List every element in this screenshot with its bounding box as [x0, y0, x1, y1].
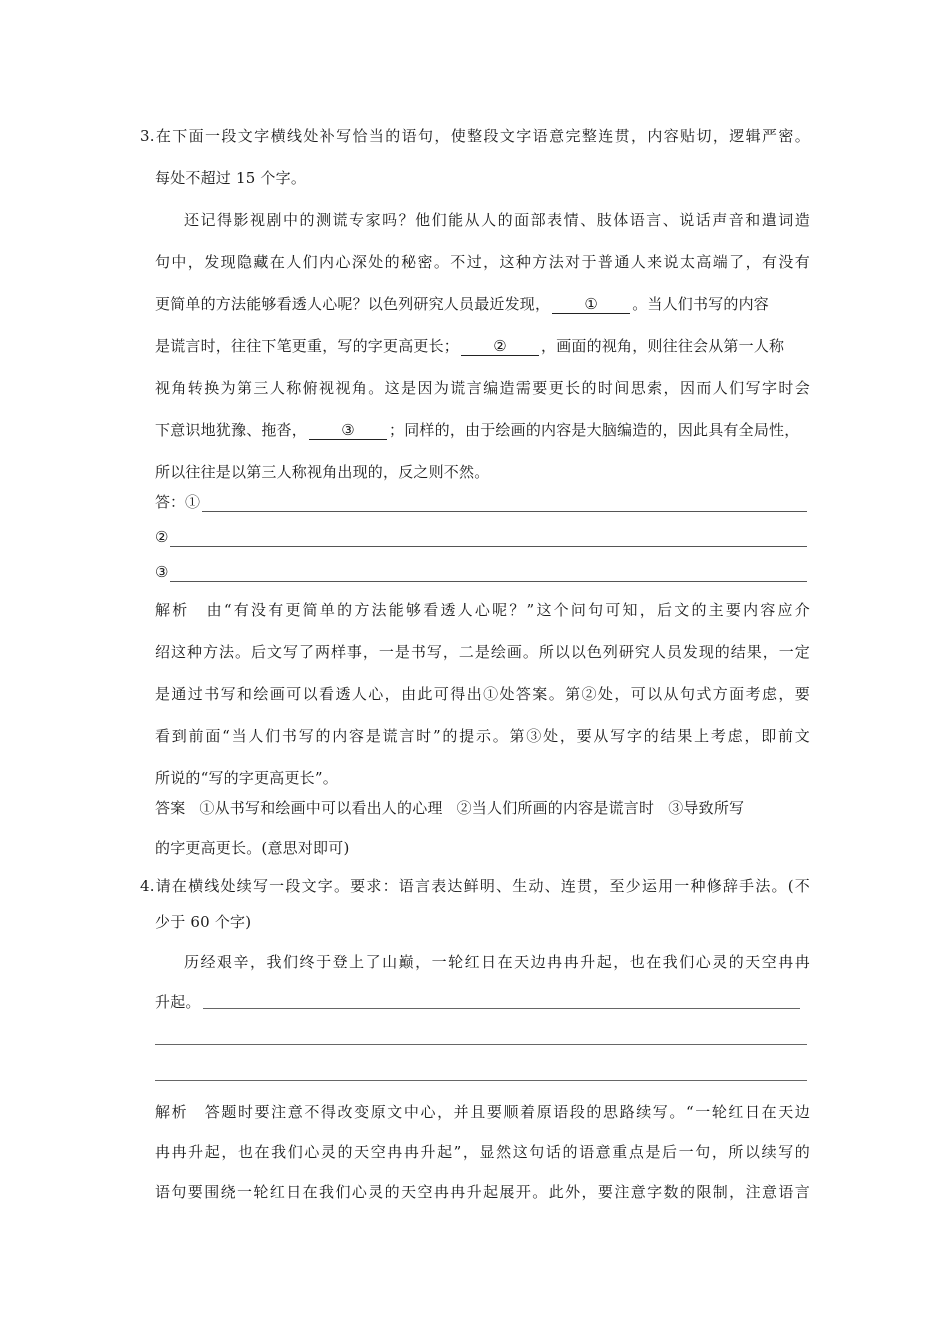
q4-analysis-line-1: 解析 答题时要注意不得改变原文中心，并且要顺着原语段的思路续写。“一轮红日在天边 — [155, 1103, 810, 1121]
q3-passage-line-7: 所以往往是以第三人称视角出现的，反之则不然。 — [155, 463, 490, 481]
q3-answer-line-1 — [155, 798, 810, 818]
q4-prompt-line-1: 4.请在横线处续写一段文字。要求：语言表达鲜明、生动、连贯，至少运用一种修辞手法。(不 — [140, 877, 810, 895]
answer-row-1 — [155, 492, 807, 512]
answer-line-3[interactable] — [170, 567, 807, 582]
answer-heading: 答案 — [155, 799, 186, 817]
q3-analysis-line-4: 看到前面“当人们书写的内容是谎言时”的提示。第③处，要从写字的结果上考虑，即前文 — [155, 727, 810, 745]
answer-item-3: ③导致所写 — [668, 799, 745, 817]
answer-item-1: ①从书写和绘画中可以看出人的心理 — [199, 799, 443, 817]
q3-analysis-line-2: 绍这种方法。后文写了两样事，一是书写，二是绘画。所以以色列研究人员发现的结果，一定 — [155, 643, 810, 661]
q3-passage-line-6 — [155, 420, 810, 440]
q3-passage-line-3 — [155, 294, 810, 314]
q3-passage-line-3-start: 更简单的方法能够看透人心呢？以色列研究人员最近发现， — [155, 295, 551, 313]
answer-row-3 — [155, 562, 807, 582]
q4-passage-line-1: 历经艰辛，我们终于登上了山巅，一轮红日在天边冉冉升起，也在我们心灵的天空冉冉 — [184, 953, 810, 971]
q3-passage-line-5: 视角转换为第三人称俯视视角。这是因为谎言编造需要更长的时间思索，因而人们写字时会 — [155, 379, 810, 397]
q4-prompt-line-2: 少于 60 个字) — [155, 913, 252, 931]
q3-passage-line-4-start: 是谎言时，往往下笔更重，写的字更高更长； — [155, 337, 460, 355]
q3-analysis-line-1: 解析 由“有没有更简单的方法能够看透人心呢？”这个问句可知，后文的主要内容应介 — [155, 601, 810, 619]
blank-3: ③ — [309, 421, 387, 440]
q3-analysis-line-3: 是通过书写和绘画可以看透人心，由此可得出①处答案。第②处，可以从句式方面考虑，要 — [155, 685, 810, 703]
q3-passage-line-6-start: 下意识地犹豫、拖沓， — [155, 421, 308, 439]
answer-line-2[interactable] — [170, 532, 807, 547]
blank-1: ① — [552, 295, 630, 314]
q3-prompt-line-1: 3.在下面一段文字横线处补写恰当的语句，使整段文字语意完整连贯，内容贴切，逻辑严密。 — [140, 127, 810, 145]
q3-passage-line-2: 句中，发现隐藏在人们内心深处的秘密。不过，这种方法对于普通人来说太高端了，有没有 — [155, 253, 810, 271]
answer-label-3: ③ — [155, 563, 169, 581]
continuation-line-1[interactable] — [203, 1008, 800, 1009]
q4-analysis-line-2: 冉冉升起，也在我们心灵的天空冉冉升起”，显然这句话的语意重点是后一句，所以续写的 — [155, 1143, 810, 1161]
answer-row-2 — [155, 527, 807, 547]
q3-passage-line-6-end: ；同样的，由于绘画的内容是大脑编造的，因此具有全局性， — [389, 421, 800, 439]
answer-line-1[interactable] — [202, 497, 807, 512]
answer-label-1: 答：① — [155, 493, 201, 511]
q4-analysis-line-3: 语句要围绕一轮红日在我们心灵的天空冉冉升起展开。此外，要注意字数的限制，注意语言 — [155, 1183, 810, 1201]
q3-passage-line-3-end: 。当人们书写的内容 — [632, 295, 770, 313]
q3-passage-line-4 — [155, 336, 810, 356]
answer-label-2: ② — [155, 528, 169, 546]
continuation-line-2[interactable] — [155, 1044, 807, 1045]
q3-passage-line-1: 还记得影视剧中的测谎专家吗？他们能从人的面部表情、肢体语言、说话声音和遣词造 — [184, 211, 810, 229]
continuation-line-3[interactable] — [155, 1080, 807, 1081]
q4-passage-line-2: 升起。 — [155, 993, 201, 1011]
blank-2: ② — [461, 337, 539, 356]
answer-item-2: ②当人们所画的内容是谎言时 — [456, 799, 655, 817]
q3-passage-line-4-end: ，画面的视角，则往往会从第一人称 — [541, 337, 785, 355]
q3-analysis-line-5: 所说的“写的字更高更长”。 — [155, 769, 338, 787]
q3-answer-line-2: 的字更高更长。(意思对即可) — [155, 839, 350, 857]
q3-prompt-line-2: 每处不超过 15 个字。 — [155, 169, 307, 187]
